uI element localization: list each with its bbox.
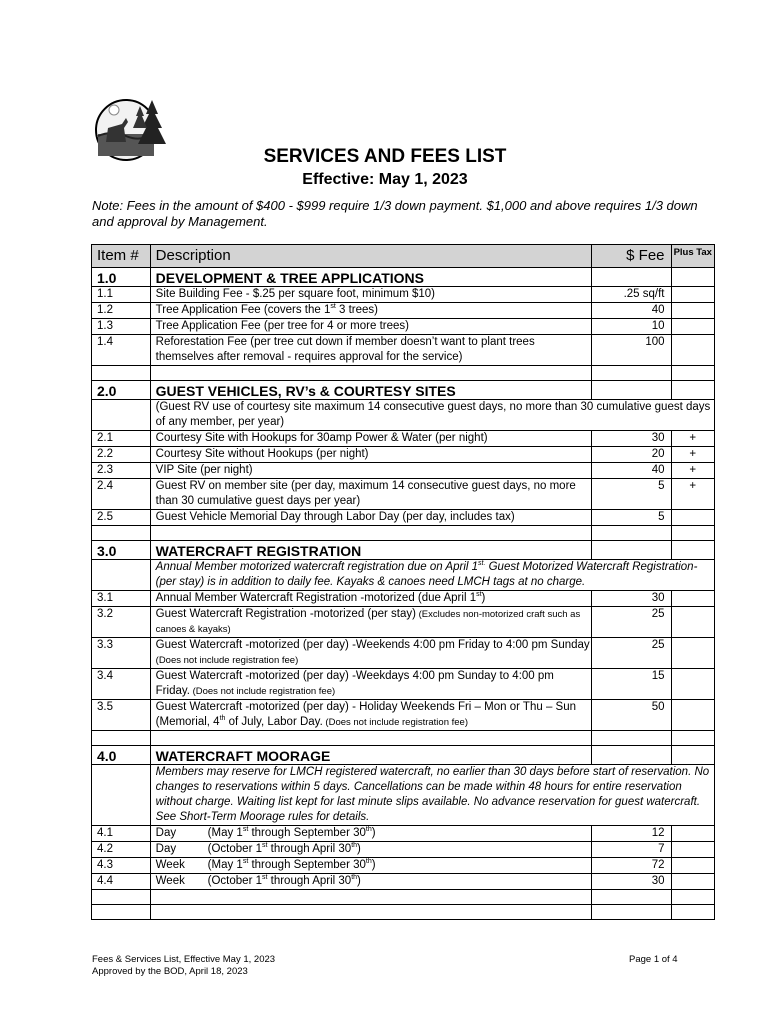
table-row: 3.1 Annual Member Watercraft Registration -motorized (due April 1st) 30 — [92, 591, 715, 607]
section-heading — [92, 268, 715, 287]
blank-row — [92, 366, 715, 381]
table-row: 3.5 Guest Watercraft -motorized (per day) - Holiday Weekends Fri – Mon or Thu – Sun (Memorial, 4th of July, Labor Day. (Does not include registration fee) 50 — [92, 700, 715, 731]
section-heading — [92, 381, 715, 400]
blank-row — [92, 905, 715, 920]
header-description: Description — [150, 245, 591, 268]
blank-row — [92, 526, 715, 541]
effective-date: Effective: May 1, 2023 — [302, 171, 468, 188]
section-number: 4.0 — [92, 746, 151, 765]
footer-line-2: Approved by the BOD, April 18, 2023 — [92, 966, 248, 977]
section-heading — [92, 541, 715, 560]
table-row: 2.5 Guest Vehicle Memorial Day through Labor Day (per day, includes tax) 5 — [92, 510, 715, 526]
table-row: 4.2 Day (October 1st through April 30th) 7 — [92, 842, 715, 858]
table-header — [92, 245, 715, 268]
header-fee: $ Fee — [591, 245, 671, 268]
table-row: 2.3 VIP Site (per night) 40 + — [92, 463, 715, 479]
table-row: 4.3 Week (May 1st through September 30th) 72 — [92, 858, 715, 874]
table-row: 2.2 Courtesy Site without Hookups (per night) 20 + — [92, 447, 715, 463]
fees-table — [91, 244, 715, 920]
section-title: WATERCRAFT MOORAGE — [150, 746, 591, 765]
section-number: 1.0 — [92, 268, 151, 287]
payment-note: Note: Fees in the amount of $400 - $999 require 1/3 down payment. $1,000 and above requires 1/3 down and approval by Management. — [92, 198, 698, 229]
table-row: 3.2 Guest Watercraft Registration -motorized (per stay) (Excludes non-motorized craft such as canoes & kayaks) 25 — [92, 607, 715, 638]
footer-line-1: Fees & Services List, Effective May 1, 2023 — [92, 954, 276, 965]
blank-row — [92, 731, 715, 746]
table-row: 1.1 Site Building Fee - $.25 per square foot, minimum $10) .25 sq/ft — [92, 287, 715, 303]
section-title: GUEST VEHICLES, RV’s & COURTESY SITES — [150, 381, 591, 400]
table-row: 2.1 Courtesy Site with Hookups for 30amp Power & Water (per night) 30 + — [92, 431, 715, 447]
table-row: 3.4 Guest Watercraft -motorized (per day) -Weekdays 4:00 pm Sunday to 4:00 pm Friday. (Does not include registration fee) 15 — [92, 669, 715, 700]
page-number: Page 1 of 4 — [629, 954, 678, 965]
blank-row — [92, 890, 715, 905]
header-item: Item # — [92, 245, 151, 268]
section-intro: Annual Member motorized watercraft registration due on April $1^{st.}$ Guest Motorized Watercraft Registration- (per stay) is in addition to daily fee. Kayaks & canoes need LMCH tags at no charge. — [92, 560, 715, 591]
table-row: 4.4 Week (October 1st through April 30th) 30 — [92, 874, 715, 890]
table-row: 3.3 Guest Watercraft -motorized (per day) -Weekends 4:00 pm Friday to 4:00 pm Sunday (Does not include registration fee) 25 — [92, 638, 715, 669]
section-heading — [92, 746, 715, 765]
section-intro: Members may reserve for LMCH registered watercraft, no earlier than 30 days before start of reservation. No changes to reservations within 5 days. Cancellations can be made within 48 hours for entire reservation without charge. Waiting list kept for last minute slips available. No advance reservation for guest watercraft. See Short-Term Moorage rules for details. — [92, 765, 715, 826]
table-row: 1.4 Reforestation Fee (per tree cut down if member doesn’t want to plant trees themselves after removal - requires approval for the service) 100 — [92, 335, 715, 366]
section-title: DEVELOPMENT & TREE APPLICATIONS — [150, 268, 591, 287]
section-intro: (Guest RV use of courtesy site maximum 14 consecutive guest days, no more than 30 cumulative guest days of any member, per year) — [92, 400, 715, 431]
footer-left — [92, 954, 275, 978]
section-title: WATERCRAFT REGISTRATION — [150, 541, 591, 560]
table-row: 2.4 Guest RV on member site (per day, maximum 14 consecutive guest days, no more than 30 cumulative guest days per year) 5 + — [92, 479, 715, 510]
header-tax: Plus Tax — [671, 245, 715, 268]
page-title: SERVICES AND FEES LIST — [263, 146, 507, 167]
table-row: 1.3 Tree Application Fee (per tree for 4 or more trees) 10 — [92, 319, 715, 335]
table-row: 1.2 Tree Application Fee (covers the 1st 3 trees) 40 — [92, 303, 715, 319]
section-number: 2.0 — [92, 381, 151, 400]
section-number: 3.0 — [92, 541, 151, 560]
table-row: 4.1 Day (May 1st through September 30th) 12 — [92, 826, 715, 842]
